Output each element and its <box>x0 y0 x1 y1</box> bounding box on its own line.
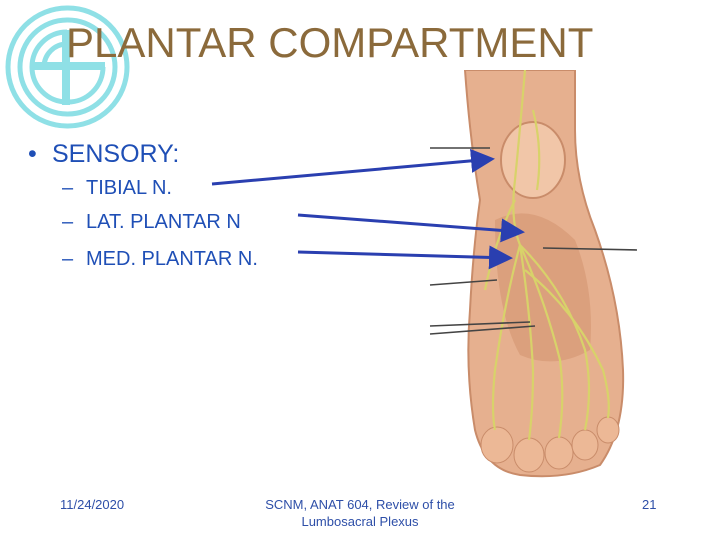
sub-item-marker: – <box>62 248 74 270</box>
arrow-lateral-plantar <box>298 215 522 232</box>
footer-source-line1: SCNM, ANAT 604, Review of the <box>265 497 455 512</box>
footer-source-line2: Lumbosacral Plexus <box>301 514 419 529</box>
sub-item-marker: – <box>62 177 74 199</box>
footer-source <box>250 496 470 530</box>
slide-title: PLANTAR COMPARTMENT <box>66 19 594 66</box>
bullet-marker: • <box>28 140 37 168</box>
footer-date: 11/24/2020 <box>60 497 125 512</box>
bullet-label: SENSORY: <box>52 140 180 168</box>
sub-item-label: LAT. PLANTAR N <box>86 211 241 233</box>
arrow-tibial <box>212 159 492 184</box>
sub-item-label: MED. PLANTAR N. <box>86 248 258 270</box>
footer-page-number: 21 <box>642 497 657 512</box>
sub-item-marker: – <box>62 211 74 233</box>
arrow-medial-plantar <box>298 252 510 258</box>
sub-item-label: TIBIAL N. <box>86 177 172 199</box>
